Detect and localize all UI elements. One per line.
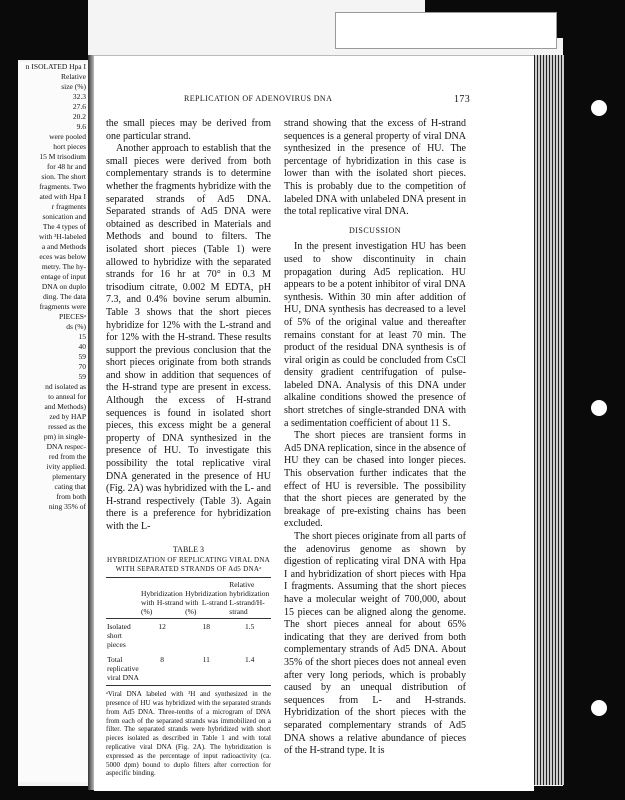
fragment-line: plementary — [52, 472, 86, 481]
fragment-line: 59 — [78, 352, 86, 361]
running-title: REPLICATION OF ADENOVIRUS DNA — [184, 94, 333, 103]
fragment-line: and Methods) — [44, 402, 86, 411]
fragment-line: PIECESᵃ — [58, 312, 86, 321]
fragment-line: nd isolated as — [45, 382, 86, 391]
fragment-line: eces was below — [39, 252, 86, 261]
table-cell: 1.4 — [228, 652, 271, 686]
table-cell: 8 — [140, 652, 184, 686]
fragment-line: a and Methods — [41, 242, 86, 251]
paragraph: the small pieces may be derived from one particular strand. — [106, 118, 271, 142]
fragment-line: with ³H-labeled — [38, 232, 86, 241]
data-table — [106, 577, 271, 686]
fragment-line: The 4 types of — [42, 222, 86, 231]
fragment-line: 40 — [78, 342, 86, 351]
paragraph: In the present investigation HU has been used to show discontinuity in chain propagation during Ad5 replication. HU appears to be a potent inhibitor of viral DNA synthesis. Within 30 min after addition of HU, DNA synthesis has decreased to a level of 5% of the original value and thereafter remains constant for at least 70 min. The product of the residual DNA synthesis is of viral origin as could be concluded from CsCl density gradient centrifugation of pulse-labeled DNA. Analysis of this DNA under alkaline conditions showed the presence of short stretches of single-stranded DNA with a sedimentation coefficient of about 11 S. — [284, 241, 466, 429]
paragraph: Another approach to establish that the small pieces were derived from both complementary strands is to determine whether the fragments hybridize with the separated strands of Ad5 DNA. Separated strands of Ad5 DNA were obtained as described in Materials and Methods and bound to filters. The isolated short pieces (Table 1) were allowed to hybridize with the separated strands for 16 hr at 70° in 0.3 M trisodium citrate, 0.002 M EDTA, pH 7.3, and 0.4% bovine serum albumin. Table 3 shows that the short pieces hybridize for 12% with the L-strand and for 12% with the H-strand. These results support the previous conclusion that the short pieces originate from both strands and show in addition that sequences of the H-strand type are present in excess. Although the excess of H-strand sequences is found in isolated short pieces, this excess might be a general property of DNA synthesized in the presence of HU. To investigate this possibility the total replicative viral DNA generated in the presence of HU (Fig. 2A) was hybridized with the L- and H-strand respectively (Table 3). Again there is a preference for hybridization with the L- — [106, 143, 271, 532]
fragment-line: 20.2 — [72, 112, 86, 121]
fragment-line: size (%) — [61, 82, 86, 91]
fragment-line: entage of input — [41, 272, 86, 281]
table-cell: 18 — [202, 622, 210, 632]
fragment-line: 59 — [78, 372, 86, 381]
fragment-line: red from the — [48, 452, 86, 461]
fragment-line: 32.3 — [72, 92, 86, 101]
table-header: Hybridization with L-strand (%) — [184, 578, 228, 619]
right-text-column — [284, 118, 466, 758]
fragment-line: pm) in single- — [43, 432, 86, 441]
table-row — [106, 619, 271, 653]
fragment-line: 27.6 — [72, 102, 86, 111]
table-cell: 11 — [184, 652, 228, 686]
table-row — [106, 652, 271, 686]
fragment-line: ated with Hpa I — [39, 192, 86, 201]
binder-hole — [591, 700, 607, 716]
table-cell: Total replicative viral DNA — [106, 652, 140, 686]
fragment-line: fragments. Two — [39, 182, 86, 191]
fragment-line: for 48 hr and — [47, 162, 86, 171]
fragment-line: hort pieces — [53, 142, 86, 151]
fragment-line: to anneal for — [48, 392, 86, 401]
section-heading: DISCUSSION — [348, 225, 402, 235]
table-footnote: ᵃViral DNA labeled with ³H and synthesized in the presence of HU was hybridized with the separated strands from Ad5 DNA. Three-tenths of a microgram of DNA from each of the separated strands was immobilized on a filter. The separated strands were hybridized with short pieces isolated as described in Table 1 and with total replicative viral DNA (Fig. 2A). The hybridization is expressed as the percentage of input radioactivity (ca. 5000 dpm) bound to duplo filters after correction for aspecific binding. — [106, 690, 271, 778]
fragment-line: metry. The hy- — [41, 262, 86, 271]
table-title: HYBRIDIZATION OF REPLICATING VIRAL DNA WITH SEPARATED STRANDS OF Ad5 DNAᵃ — [106, 556, 271, 574]
binder-hole — [591, 400, 607, 416]
paragraph: The short pieces originate from all parts of the adenovirus genome as shown by digestion of replicating viral DNA with Hpa I and hybridization of short pieces with Hpa I fragments. Assuming that the short pieces have a molecular weight of 700,000, about 15 pieces can be aligned along the genome. The short pieces anneal for about 65% indicating that they are derived from both complementary strands of Ad5 DNA. About 35% of the short pieces does not anneal even after very long periods, which is probably caused by an unequal distribution of sequences from L- and H-strands. Hybridization of the short pieces with the separated complementary strands of Ad5 DNA shows a relative abundance of pieces of the H-strand type. It is — [284, 531, 466, 757]
fragment-line: 9.6 — [76, 122, 86, 131]
fragment-line: DNA on duplo — [41, 282, 86, 291]
book-page-edges — [534, 55, 564, 785]
fragment-line: 15 M trisodium — [39, 152, 86, 161]
table-cell: Isolated short pieces — [107, 622, 131, 650]
facing-page-fragment — [18, 62, 89, 782]
scan-border-left — [0, 0, 18, 800]
table-header: Hybridization with H-strand (%) — [140, 578, 184, 619]
fragment-line: ressed as the — [48, 422, 86, 431]
fragment-line: ning 35% of — [48, 502, 86, 511]
fragment-line: ds (%) — [66, 322, 86, 331]
fragment-line: fragments were — [39, 302, 86, 311]
fragment-line: sion. The short — [41, 172, 86, 181]
fragment-line: ding. The data — [43, 292, 86, 301]
fragment-line: ivity applied. — [46, 462, 86, 471]
loose-paper-strip — [335, 12, 557, 49]
table-label: TABLE 3 — [172, 544, 205, 554]
fragment-line: zed by HAP — [49, 412, 86, 421]
table-cell: 12 — [158, 622, 166, 632]
table-cell: 1.5 — [244, 622, 255, 632]
fragment-line: cating that — [54, 482, 86, 491]
scan-border-right — [563, 0, 625, 800]
book-page — [94, 55, 534, 791]
table-3 — [106, 544, 271, 779]
fragment-line: 70 — [78, 362, 86, 371]
fragment-line: DNA respec- — [46, 442, 86, 451]
paragraph: The short pieces are transient forms in Ad5 DNA replication, since in the absence of HU they can be chased into longer pieces. This observation further indicates that the effect of HU is reversible. The possibility that the short pieces are generated by the breakage of pre-existing chains has been excluded. — [284, 430, 466, 530]
left-text-column — [106, 118, 271, 778]
fragment-line: were pooled — [49, 132, 86, 141]
fragment-line: from both — [56, 492, 86, 501]
fragment-line: r fragments — [51, 202, 86, 211]
binder-hole — [591, 100, 607, 116]
fragment-line: Relative — [61, 72, 86, 81]
fragment-line: 15 — [78, 332, 86, 341]
fragment-line: sonication and — [42, 212, 86, 221]
paragraph: strand showing that the excess of H-strand sequences is a general property of viral DNA synthesized in the presence of HU. The percentage of hybridization in this case is lower than with the isolated short pieces. This is probably due to the competition of labeled DNA with unlabeled DNA present in the total replicative viral DNA. — [284, 118, 466, 218]
table-header: Relative hybridization L-strand/H-strand — [228, 578, 271, 619]
fragment-line: n ISOLATED Hpa I — [25, 62, 86, 71]
page-number: 173 — [454, 94, 471, 105]
table-header — [106, 578, 140, 619]
